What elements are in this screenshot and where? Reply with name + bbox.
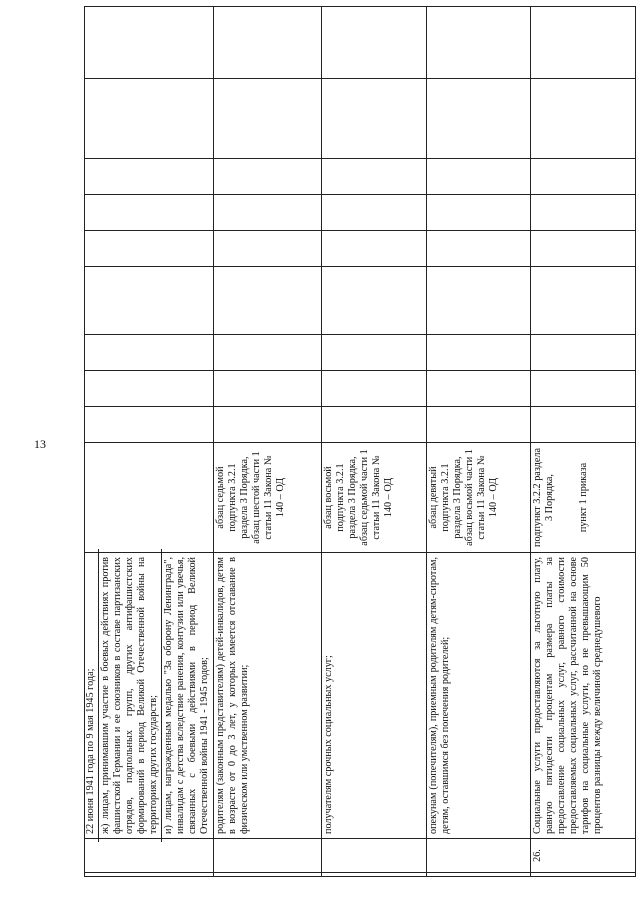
row-number-cell: [85, 839, 214, 873]
page-number: 13: [34, 437, 46, 451]
table-row: [531, 7, 636, 877]
paragraph: и) лицам, награжденным медалью "За оборону Ленинграда", инвалидам с детства вследствие ранения, контузии или увечья, связанных с боевыми действиями в период Великой Отечественной войны 1941 - 1945 годов;: [163, 557, 210, 834]
document-table-rotated: [84, 7, 624, 877]
basis-cell: абзац седьмой подпункта 3.2.1 раздела 3 Порядка, абзац шестой части 1 статьи 11 Закона № 140 – ОД: [214, 443, 322, 553]
table-row: [427, 7, 531, 877]
divider: [161, 549, 162, 842]
paragraph: ж) лицам, принимавшим участие в боевых действиях против фашистской Германии и ее союзников в составе партизанских отрядов, подпольных групп, других антифашистских формирований в период Великой Отечественной войны на территориях других государств;: [100, 557, 159, 834]
basis-text: подпункт 3.2.2 раздела 3 Порядка,: [532, 448, 555, 547]
divider: [98, 549, 99, 842]
table-row: [214, 7, 322, 877]
basis-cell: абзац восьмой подпункта 3.2.1 раздела 3 Порядка, абзац седьмой части 1 статьи 11 Закона № 140 – ОД: [322, 443, 427, 553]
text-cell: опекунам (попечителям), приемным родителям детям-сиротам, детям, оставшимся без попечения родителей;: [427, 553, 531, 839]
table-row: [322, 7, 427, 877]
paragraph: 22 июня 1941 года по 9 мая 1945 года;: [85, 668, 96, 834]
basis-cell: [531, 443, 636, 553]
row-number-cell: 26.: [531, 839, 636, 873]
table-row: [85, 7, 214, 877]
basis-cell: [85, 443, 214, 553]
services-table: [84, 6, 636, 877]
text-cell: Социальные услуги предоставляются за льготную плату, равную пятидесяти процентам размера платы за предоставление социальных услуг, равного стоимости предоставляемых социальных услуг, рассчитанной на основе тарифов на социальные услуги, но не превышающим 50 процентов разницы между величиной среднедушевого: [531, 553, 636, 839]
text-cell: получателям срочных социальных услуг;: [322, 553, 427, 839]
text-cell: родителям (законным представителям) детей-инвалидов, детям в возрасте от 0 до 3 лет, у которых имеется отставание в физическом или умственном развитии;: [214, 553, 322, 839]
text-cell: [85, 553, 214, 839]
basis-text-extra: пункт 1 приказа: [578, 462, 589, 533]
basis-cell: абзац девятый подпункта 3.2.1 раздела 3 Порядка, абзац восьмой части 1 статьи 11 Закона № 140 – ОД: [427, 443, 531, 553]
